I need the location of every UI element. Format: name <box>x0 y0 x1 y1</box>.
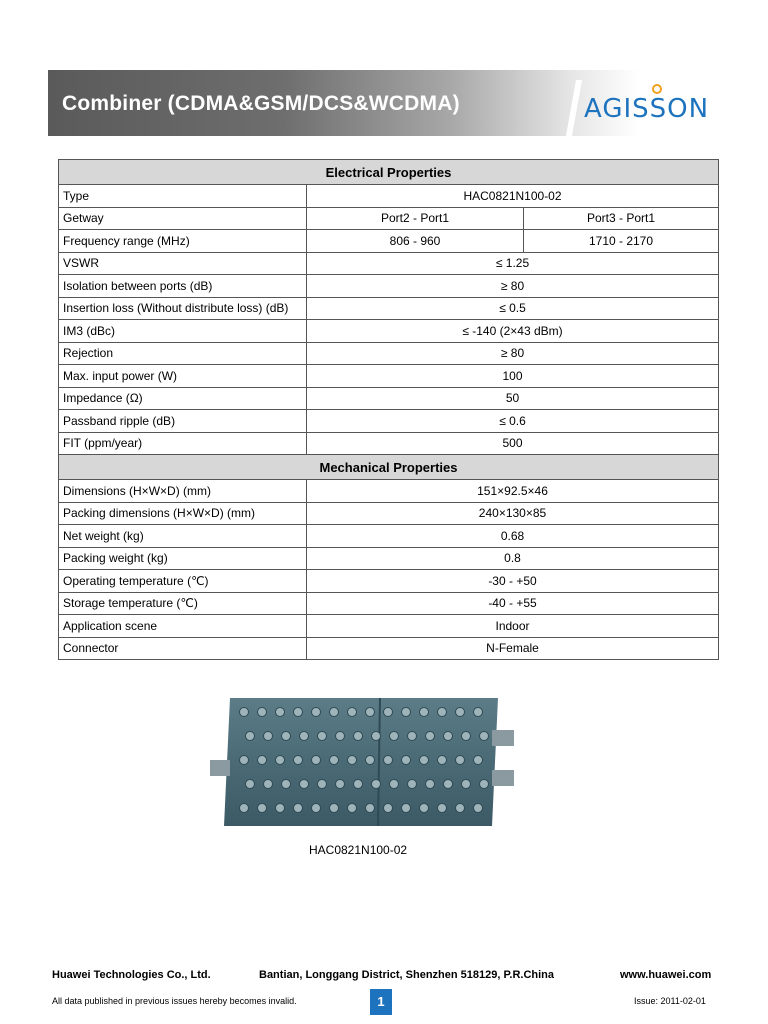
screw-icon <box>312 708 321 717</box>
screw-icon <box>348 804 357 813</box>
screw-icon <box>390 732 399 741</box>
screw-icon <box>456 708 465 717</box>
table-row <box>59 252 719 275</box>
screw-icon <box>294 804 303 813</box>
row-label: Rejection <box>59 342 307 365</box>
row-label: Connector <box>59 637 307 660</box>
footer-address: Bantian, Longgang District, Shenzhen 518129, P.R.China <box>259 969 555 981</box>
screw-icon <box>474 804 483 813</box>
screw-icon <box>402 804 411 813</box>
screw-icon <box>444 732 453 741</box>
footer-issue: Issue: 2011-02-01 <box>634 996 706 1006</box>
screw-icon <box>294 756 303 765</box>
table-row <box>59 570 719 593</box>
screw-icon <box>276 756 285 765</box>
table-row <box>59 410 719 433</box>
row-label: Isolation between ports (dB) <box>59 275 307 298</box>
row-label: Getway <box>59 207 307 230</box>
row-label: Impedance (Ω) <box>59 387 307 410</box>
row-label: Operating temperature (℃) <box>59 570 307 593</box>
screw-icon <box>354 732 363 741</box>
screw-icon <box>384 708 393 717</box>
table-row <box>59 365 719 388</box>
footer-company: Huawei Technologies Co., Ltd. <box>52 969 211 981</box>
row-value: ≤ 0.6 <box>307 410 719 433</box>
table-row <box>59 275 719 298</box>
table-row <box>59 207 719 230</box>
row-label: Storage temperature (℃) <box>59 592 307 615</box>
row-label: Frequency range (MHz) <box>59 230 307 253</box>
footer-website[interactable]: www.huawei.com <box>620 969 712 981</box>
screw-icon <box>480 780 489 789</box>
screw-icon <box>282 780 291 789</box>
row-value: 806 - 960 <box>307 230 524 253</box>
row-value: Port2 - Port1 <box>307 207 524 230</box>
logo-text: AGISSON <box>584 94 710 124</box>
row-value: ≥ 80 <box>307 275 719 298</box>
row-label: Net weight (kg) <box>59 525 307 548</box>
screw-icon <box>426 732 435 741</box>
row-value: N-Female <box>307 637 719 660</box>
screw-icon <box>312 756 321 765</box>
section-row <box>59 160 719 185</box>
logo-dot-icon <box>652 84 662 94</box>
screw-icon <box>366 804 375 813</box>
screw-icon <box>330 708 339 717</box>
section-heading: Mechanical Properties <box>59 455 719 480</box>
row-value: 0.68 <box>307 525 719 548</box>
table-row <box>59 480 719 503</box>
row-value: ≤ 1.25 <box>307 252 719 275</box>
screw-icon <box>462 732 471 741</box>
screw-icon <box>246 732 255 741</box>
row-label: VSWR <box>59 252 307 275</box>
footer-disclaimer: All data published in previous issues hereby becomes invalid. <box>52 996 297 1006</box>
screw-icon <box>456 804 465 813</box>
screw-icon <box>438 708 447 717</box>
table-row <box>59 432 719 455</box>
row-label: FIT (ppm/year) <box>59 432 307 455</box>
screw-icon <box>246 780 255 789</box>
screw-icon <box>348 708 357 717</box>
screw-icon <box>240 804 249 813</box>
table-row <box>59 230 719 253</box>
screw-icon <box>276 804 285 813</box>
screw-icon <box>366 756 375 765</box>
screw-icon <box>318 780 327 789</box>
row-value: ≤ -140 (2×43 dBm) <box>307 320 719 343</box>
screw-icon <box>240 756 249 765</box>
row-value: -30 - +50 <box>307 570 719 593</box>
section-row <box>59 455 719 480</box>
page-title: Combiner (CDMA&GSM/DCS&WCDMA) <box>62 92 460 115</box>
screw-icon <box>372 732 381 741</box>
row-value: Indoor <box>307 615 719 638</box>
screw-icon <box>258 756 267 765</box>
table-row <box>59 547 719 570</box>
row-label: Insertion loss (Without distribute loss) (dB) <box>59 297 307 320</box>
screw-icon <box>474 756 483 765</box>
screw-icon <box>420 756 429 765</box>
row-value: 100 <box>307 365 719 388</box>
screw-icon <box>366 708 375 717</box>
row-value: 50 <box>307 387 719 410</box>
screw-icon <box>264 780 273 789</box>
screw-icon <box>420 804 429 813</box>
screw-icon <box>474 708 483 717</box>
row-label: Passband ripple (dB) <box>59 410 307 433</box>
screw-icon <box>264 732 273 741</box>
table-row <box>59 592 719 615</box>
screw-icon <box>258 804 267 813</box>
table-row <box>59 637 719 660</box>
screw-icon <box>444 780 453 789</box>
screw-icon <box>408 732 417 741</box>
row-value: ≥ 80 <box>307 342 719 365</box>
screw-icon <box>438 756 447 765</box>
screw-icon <box>318 732 327 741</box>
table-row <box>59 502 719 525</box>
table-row <box>59 525 719 548</box>
row-label: Max. input power (W) <box>59 365 307 388</box>
row-value: 1710 - 2170 <box>524 230 719 253</box>
spec-table <box>58 159 719 660</box>
screw-icon <box>438 804 447 813</box>
screw-icon <box>384 804 393 813</box>
row-label: Dimensions (H×W×D) (mm) <box>59 480 307 503</box>
logo-slash-icon <box>566 80 582 136</box>
screw-icon <box>390 780 399 789</box>
row-value: 500 <box>307 432 719 455</box>
page-number: 1 <box>370 989 392 1015</box>
screw-icon <box>282 732 291 741</box>
table-row <box>59 387 719 410</box>
table-row <box>59 342 719 365</box>
row-label: IM3 (dBc) <box>59 320 307 343</box>
product-image <box>208 692 520 832</box>
screw-icon <box>312 804 321 813</box>
screw-icon <box>402 756 411 765</box>
screw-icon <box>336 780 345 789</box>
row-value: 0.8 <box>307 547 719 570</box>
screw-icon <box>348 756 357 765</box>
screw-icon <box>480 732 489 741</box>
row-value: 240×130×85 <box>307 502 719 525</box>
screw-icon <box>276 708 285 717</box>
screw-icon <box>330 804 339 813</box>
product-caption: HAC0821N100-02 <box>309 843 408 857</box>
row-label: Packing dimensions (H×W×D) (mm) <box>59 502 307 525</box>
row-label: Application scene <box>59 615 307 638</box>
screw-icon <box>384 756 393 765</box>
row-label: Packing weight (kg) <box>59 547 307 570</box>
screw-icon <box>462 780 471 789</box>
row-label: Type <box>59 185 307 208</box>
screw-icon <box>408 780 417 789</box>
screw-icon <box>300 732 309 741</box>
screw-icon <box>294 708 303 717</box>
screw-icon <box>456 756 465 765</box>
screw-icon <box>354 780 363 789</box>
agisson-logo <box>566 80 726 136</box>
screw-icon <box>420 708 429 717</box>
screw-icon <box>330 756 339 765</box>
section-heading: Electrical Properties <box>59 160 719 185</box>
row-value: 151×92.5×46 <box>307 480 719 503</box>
table-row <box>59 185 719 208</box>
screw-icon <box>336 732 345 741</box>
row-value: HAC0821N100-02 <box>307 185 719 208</box>
screw-icon <box>300 780 309 789</box>
row-value: ≤ 0.5 <box>307 297 719 320</box>
screw-icon <box>240 708 249 717</box>
row-value: Port3 - Port1 <box>524 207 719 230</box>
screw-icon <box>258 708 267 717</box>
table-row <box>59 297 719 320</box>
table-row <box>59 615 719 638</box>
screw-icon <box>402 708 411 717</box>
table-row <box>59 320 719 343</box>
screw-icon <box>426 780 435 789</box>
row-value: -40 - +55 <box>307 592 719 615</box>
screw-icon <box>372 780 381 789</box>
